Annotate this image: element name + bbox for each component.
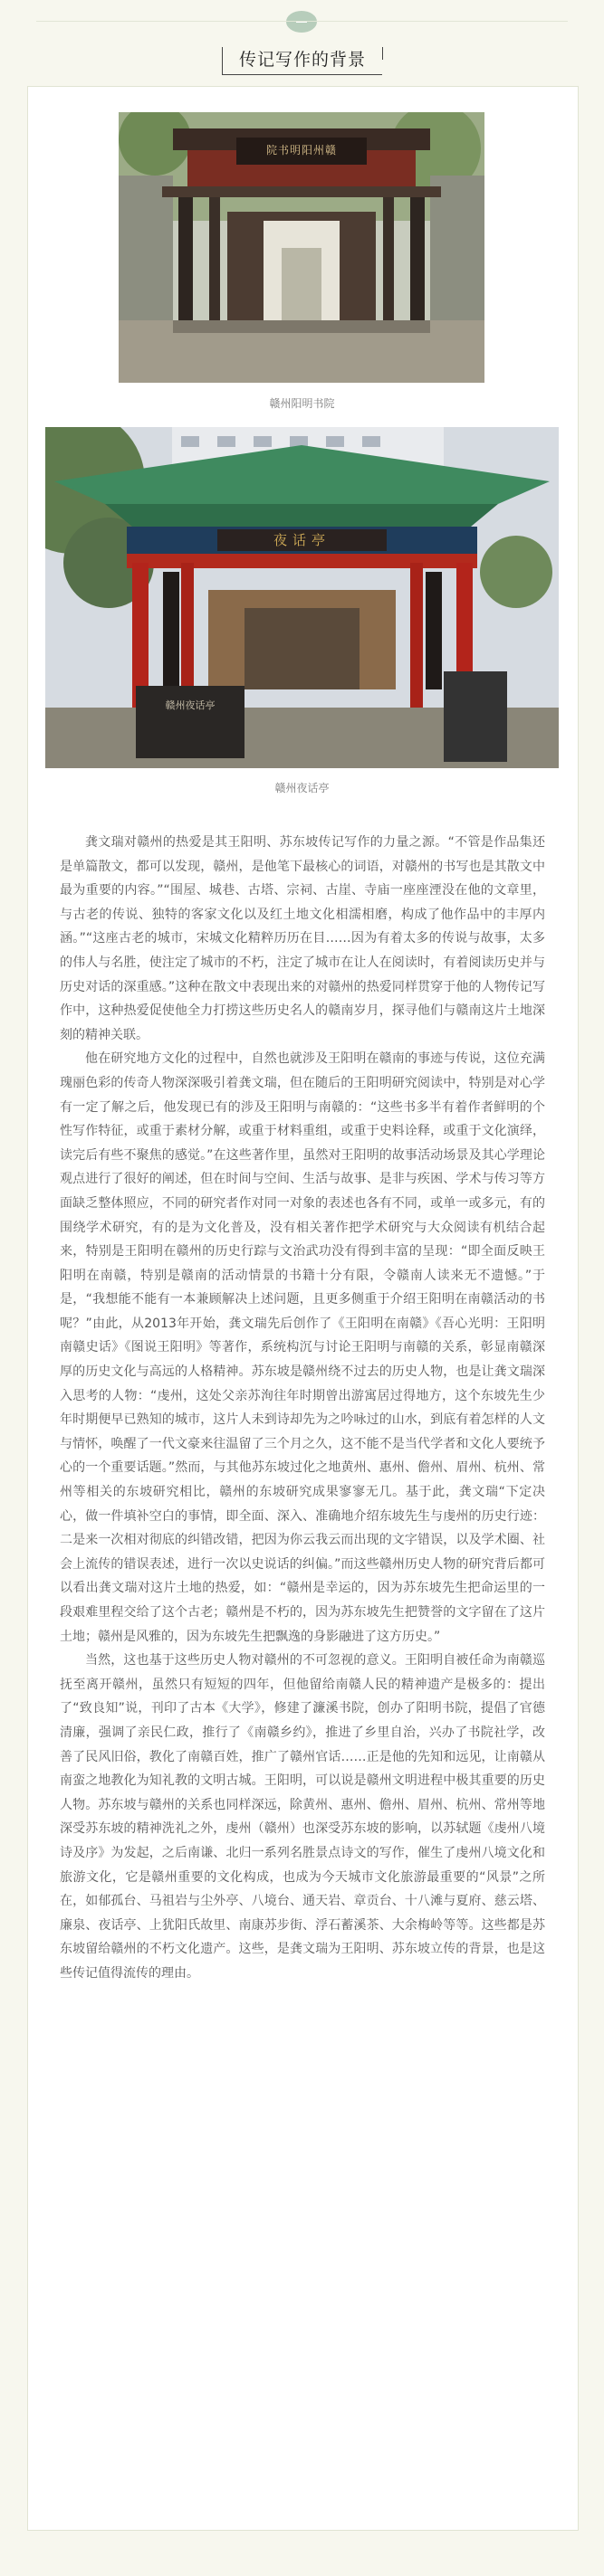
academy-signboard: 院书明阳州赣 <box>265 144 337 157</box>
article-paragraph: 龚文瑞对赣州的热爱是其王阳明、苏东坡传记写作的力量之源。“不管是作品集还是单篇散文，都可以发现，赣州，是他笔下最核心的词语，对赣州的书写也是其散文中最为重要的内容。”“围屋、城巷、古塔、宗祠、古崖、寺庙一座座湮没在他的文章里，与古老的传说、独特的客家文化以及红土地文化相濡相磨，构成了他作品中的丰厚内涵。”“这座古老的城市，宋城文化精粹历历在目……因为有着太多的传说与故事，太多的伟人与名胜，使注定了城市的不朽，注定了城市在让人在阅读时，有着阅读历史并与历史对话的深重感。”这种在散文中表现出来的对赣州的热爱同样贯穿于他的人物传记写作中，这种热爱促使他全力打捞这些历史名人的赣南岁月，探寻他们与赣南这片土地深刻的精神关联。 <box>60 835 545 1042</box>
section-title: 传记写作的背景 <box>238 50 366 70</box>
caption-yangming-academy: 赣州阳明书院 <box>269 397 335 410</box>
photo-yangming-academy <box>119 112 484 383</box>
pavilion-signboard: 夜话亭 <box>273 532 331 548</box>
caption-night-talk-pavilion: 赣州夜话亭 <box>274 782 330 794</box>
top-divider <box>36 21 568 22</box>
section-title-box <box>222 47 382 75</box>
article-paragraph: 当然，这也基于这些历史人物对赣州的不可忽视的意义。王阳明自被任命为南赣巡抚至离开赣州，虽然只有短短的四年，但他留给南赣人民的精神遗产是极多的：提出了“致良知”说，刊印了古本《大学》，修建了濂溪书院，创办了阳明书院，提倡了官德清廉，强调了亲民仁政，推行了《南赣乡约》，推进了乡里自治，兴办了书院社学，改善了民风旧俗，教化了南赣百姓，推广了赣州官话……正是他的先知和远见，让南赣从南蛮之地教化为知礼教的文明古城。王阳明，可以说是赣州文明进程中极其重要的历史人物。苏东坡与赣州的关系也同样深远，除黄州、惠州、儋州、眉州、杭州、常州等地深受苏东坡的精神洗礼之外，虔州（赣州）也深受苏东坡的影响，以苏轼题《虔州八境诗及序》为发起，之后南谦、北归一系列名胜景点诗文的写作，催生了虔州八境文化和旅游文化，它是赣州重要的文化构成，也成为今天城市文化旅游最重要的“风景”之所在，如郁孤台、马祖岩与尘外亭、八境台、通天岩、章贡台、十八滩与夏府、慈云塔、廉泉、夜话亭、上犹阳氏故里、南康苏步街、浮石蓄溪茶、大余梅岭等等。这些都是苏东坡留给赣州的不朽文化遗产。这些，是龚文瑞为王阳明、苏东坡立传的背景，也是这些传记值得流传的理由。 <box>60 1653 545 1981</box>
article-body <box>60 831 545 1986</box>
article-paragraph: 他在研究地方文化的过程中，自然也就涉及王阳明在赣南的事迹与传说，这位充满瑰丽色彩的传奇人物深深吸引着龚文瑞，但在随后的王阳明研究阅读中，特别是对心学有一定了解之后，他发现已有的涉及王阳明与南赣的：“这些书多半有着作者鲜明的个性写作特征，或重于素材分解，或重于材料重组，或重于史料诠释，或重于文化演绎，读完后有些不聚焦的感觉。”在这些著作里，虽然对王阳明的故事活动场景及其心学理论观点进行了很好的阐述，但在时间与空间、生活与故事、是非与疾困、学术与传习等方面缺乏整体照应，不同的研究者作对同一对象的表述也各有不同，或单一或多元，有的围绕学术研究，有的是为文化普及，没有相关著作把学术研究与大众阅读有机结合起来，特别是王阳明在赣州的历史行踪与文治武功没有得到丰富的呈现：“即全面反映王阳明在南赣，特别是赣南的活动情景的书籍十分有限，令赣南人读来无不遗憾。”于是，“我想能不能有一本兼顾解决上述问题，且更多侧重于介绍王阳明在南赣活动的书呢？”由此，从2013年开始，龚文瑞先后创作了《王阳明在南赣》《吾心光明：王阳明南赣史话》《图说王阳明》等著作，系统构沉与讨论王阳明与南赣的关系，彰显南赣深厚的历史文化与高远的人格精神。苏东坡是赣州绕不过去的历史人物，也是让龚文瑞深入思考的人物：“虔州，这处父亲苏洵往年时期曾出游寓居过得地方，这个东坡先生少年时期便早已熟知的城市，这片人未到诗却先为之吟咏过的山水，到底有着怎样的人文与情怀，唤醒了一代文豪来往温留了三个月之久，这不能不是当代学者和文化人要统予心的一个重要话题。”然而，与其他苏东坡过化之地黄州、惠州、儋州、眉州、杭州、常州等相关的东坡研究相比，赣州的东坡研究成果寥寥无几。基于此，龚文瑞“下定决心，做一件填补空白的事情，即全面、深入、准确地介绍东坡先生与虔州的历史行迹：二是来一次相对彻底的纠错改错，把因为你云我云而出现的文字错误，以及学术圈、社会上流传的错误表述，进行一次以史说话的纠偏。”而这些赣州历史人物的研究背后都可以看出龚文瑞对这片土地的热爱，如：“赣州是幸运的，因为苏东坡先生把命运里的一段艰难里程交给了这个古老；赣州是不朽的，因为苏东坡先生把赞誉的文字留在了这片土地；赣州是风雅的，因为东坡先生把飘逸的身影融进了这方历史。” <box>60 1051 545 1644</box>
photo-night-talk-pavilion <box>45 427 559 768</box>
section-bullet-icon <box>286 11 317 33</box>
pavilion-stele-text: 赣州夜话亭 <box>165 699 216 711</box>
